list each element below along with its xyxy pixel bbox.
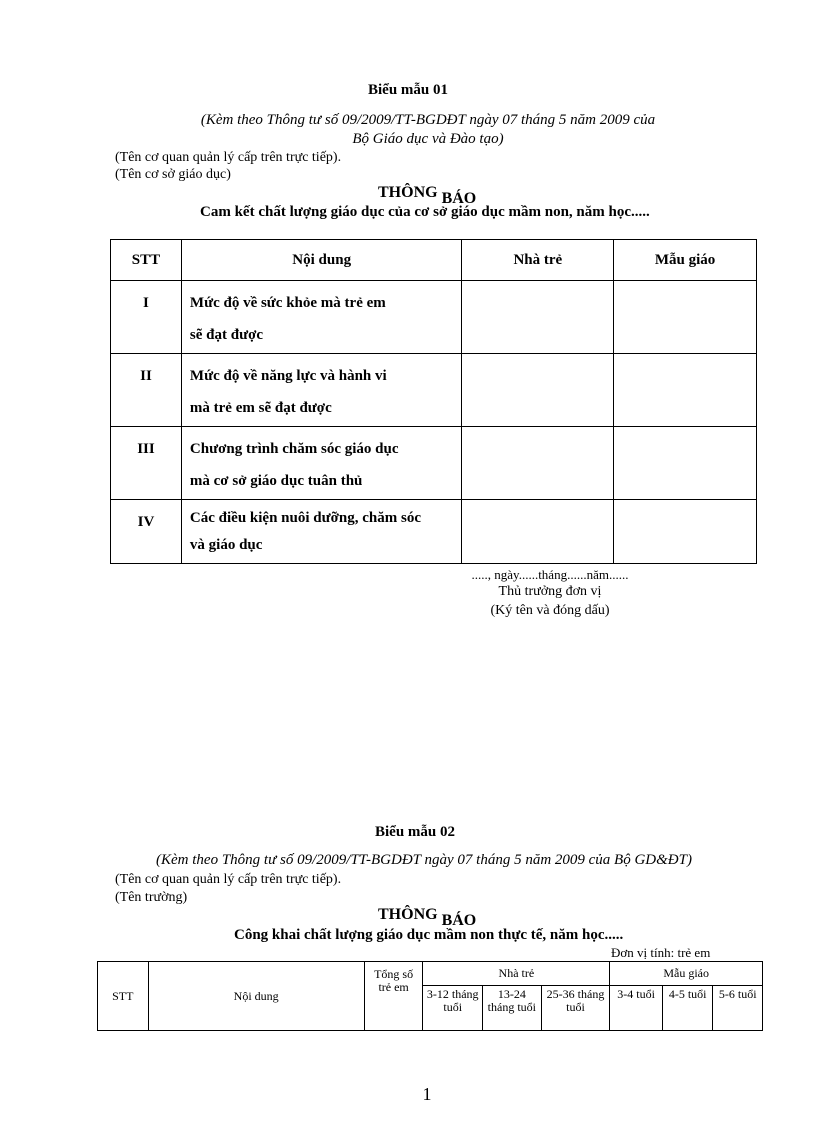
header-kindergarten: Mẫu giáo [614,240,757,281]
header-age-col: 13-24 tháng tuổi [483,986,542,1031]
form2-table-header-row1 [98,962,763,986]
header-content: Nội dung [181,240,462,281]
form1-subtitle-line1: (Kèm theo Thông tư số 09/2009/TT-BGDĐT ngày 07 tháng 5 năm 2009 của [200,112,656,128]
row-stt: II [111,354,182,427]
header-age-col: 4-5 tuổi [662,986,713,1031]
header-stt: STT [98,962,149,1031]
row-nursery-cell [462,281,614,354]
table-row [111,427,757,500]
form1-heading-sub: Cam kết chất lượng giáo dục của cơ sở giáo dục mầm non, năm học..... [200,204,650,220]
row-content-line2: và giáo dục [189,537,263,553]
header-age-col: 5-6 tuổi [713,986,763,1031]
form1-title: Biểu mẫu 01 [367,82,448,98]
row-content-line2: mà cơ sở giáo dục tuân thủ [189,473,363,489]
form2-subtitle: (Kèm theo Thông tư số 09/2009/TT-BGDĐT ngày 07 tháng 5 năm 2009 của Bộ GD&ĐT) [156,852,692,868]
row-content [181,281,462,354]
form1-org-line1: (Tên cơ quan quản lý cấp trên trực tiếp). [115,150,342,165]
table-row [111,500,757,564]
row-stt: IV [111,500,182,564]
row-stt: I [111,281,182,354]
form2-table [97,961,763,1031]
table-row [111,281,757,354]
row-content-line1: Chương trình chăm sóc giáo dục [189,441,399,457]
row-kindergarten-cell [614,281,757,354]
form2-heading-a: THÔNG [378,906,438,923]
form1-heading [378,184,477,207]
row-kindergarten-cell [614,427,757,500]
row-nursery-cell [462,354,614,427]
header-age-col: 3-12 tháng tuổi [423,986,483,1031]
form1-signature-role: Thủ trưởng đơn vị [498,584,602,599]
table-row [111,354,757,427]
row-nursery-cell [462,500,614,564]
row-content [181,427,462,500]
header-age-col: 25-36 tháng tuổi [541,986,610,1031]
form2-heading-sub: Công khai chất lượng giáo dục mầm non thực tế, năm học..... [234,927,624,943]
header-total: Tổng số trẻ em [364,962,423,1031]
row-kindergarten-cell [614,354,757,427]
header-age-col: 3-4 tuổi [610,986,663,1031]
form1-signature-note: (Ký tên và đóng dấu) [490,603,610,618]
header-stt: STT [111,240,182,281]
row-stt: III [111,427,182,500]
form2-heading-b: BÁO [441,912,477,929]
header-kindergarten: Mẫu giáo [610,962,763,986]
row-content [181,354,462,427]
header-content: Nội dung [148,962,364,1031]
form1-heading-a: THÔNG [378,184,438,201]
form2-heading [378,906,477,929]
form2-title: Biểu mẫu 02 [374,824,455,840]
form1-signature-date: ....., ngày......tháng......năm...... [471,567,629,582]
header-nursery: Nhà trẻ [423,962,610,986]
form2-org-line2: (Tên trường) [115,890,188,905]
row-content [181,500,462,564]
page-number: 1 [422,1084,432,1104]
row-content-line1: Các điều kiện nuôi dưỡng, chăm sóc [189,510,421,526]
form2-org-line1: (Tên cơ quan quản lý cấp trên trực tiếp). [115,872,342,887]
row-content-line2: sẽ đạt được [189,327,264,343]
form1-subtitle-line2: Bộ Giáo dục và Đào tạo) [352,131,504,147]
row-content-line2: mà trẻ em sẽ đạt được [189,400,332,416]
form1-heading-b: BÁO [441,190,477,207]
row-kindergarten-cell [614,500,757,564]
row-content-line1: Mức độ về sức khỏe mà trẻ em [189,295,386,311]
form1-table [110,239,757,564]
form1-table-header [111,240,757,281]
form2-unit: Đơn vị tính: trẻ em [611,945,711,960]
row-content-line1: Mức độ về năng lực và hành vi [189,368,387,384]
row-nursery-cell [462,427,614,500]
form1-org-line2: (Tên cơ sở giáo dục) [115,167,231,182]
header-nursery: Nhà trẻ [462,240,614,281]
